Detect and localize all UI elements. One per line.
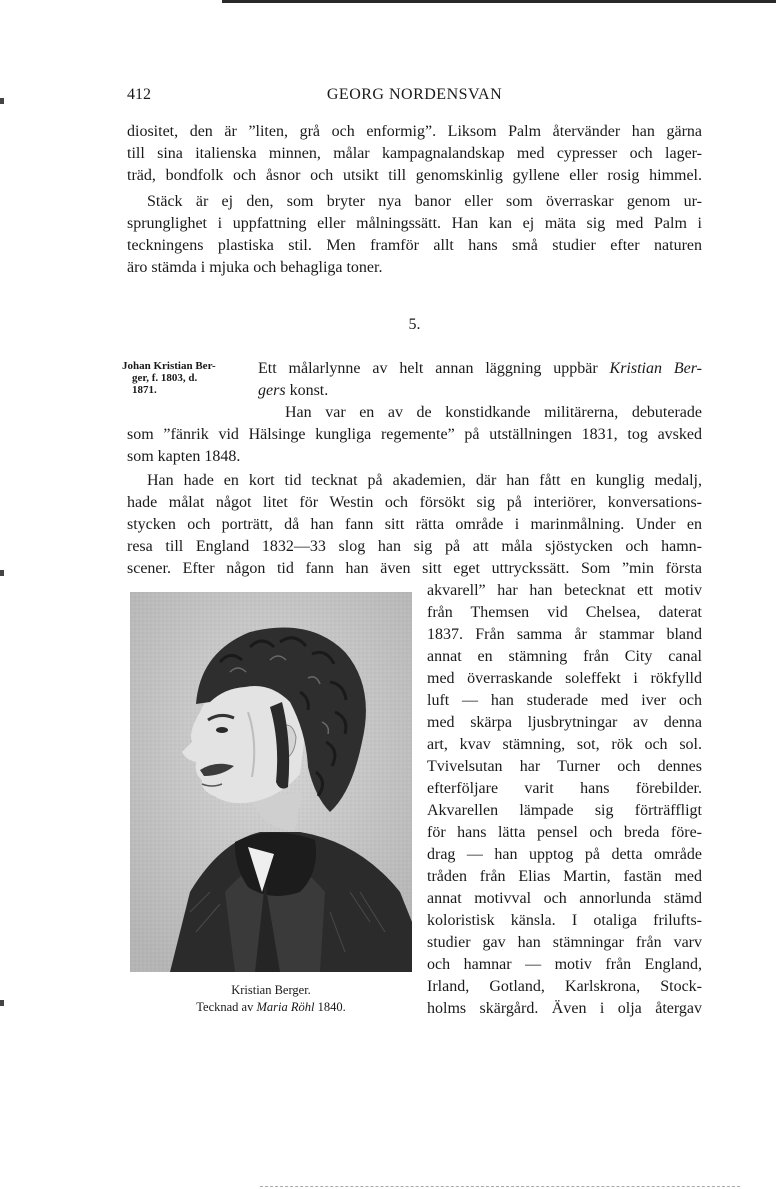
side-note (122, 360, 252, 396)
text-line (258, 380, 702, 402)
text-line: annat en stämning från City canal (427, 648, 702, 665)
page-edge-mark (0, 98, 4, 104)
paragraph-1 (127, 121, 702, 187)
artist-name: Kristian Ber- (609, 360, 702, 377)
side-note-line: ger, f. 1803, d. (132, 372, 198, 384)
text-line: Akvarellen lämpade sig förträffligt (427, 802, 702, 819)
text-line: sprunglighet i uppfattning eller målningssätt. Han kan ej mäta sig med Palm i (127, 215, 702, 232)
text-line: resa till England 1832—33 slog han sig på att måla sjöstycken och hamn- (127, 538, 702, 555)
text-line: teckningens plastiska stil. Men framför allt hans små studier efter naturen (127, 237, 702, 254)
page-number: 412 (127, 86, 151, 103)
column-text (427, 580, 702, 1020)
text-line: tråden från Elias Martin, fastän med (427, 868, 702, 885)
text-line: från Themsen vid Chelsea, daterat (427, 604, 702, 621)
text-line: akvarell” har han betecknat ett motiv (427, 582, 702, 599)
text-line: och hamnar — motiv från England, (427, 956, 702, 973)
page-edge-mark (0, 1000, 4, 1006)
text-line: luft — han studerade med iver och (427, 692, 702, 709)
text-line: med skärpa ljusbrytningar av denna (427, 714, 702, 731)
text-line: koloristisk känsla. I otaliga frilufts- (427, 912, 702, 929)
page-edge-mark (0, 570, 4, 576)
text-line: 1837. Från samma år stammar bland (427, 626, 702, 643)
text-line: äro stämda i mjuka och behagliga toner. (127, 259, 383, 276)
portrait-drawing (130, 592, 412, 972)
text-line: med överraskande soleffekt i rökfylld (427, 670, 702, 687)
text-line: Han var en av de konstidkande militärerna, debuterade (285, 404, 702, 421)
text-line: art, kvav stämning, sot, rök och sol. (427, 736, 702, 753)
side-note-line: Johan Kristian Ber- (122, 360, 216, 372)
text-line: scener. Efter någon tid fann han även sitt eget uttryckssätt. Som ”min första (127, 560, 702, 577)
caption-credit (130, 999, 412, 1016)
text-line: holms skärgård. Även i olja återgav (427, 1000, 702, 1017)
text-line: efterföljare varit hans förebilder. (427, 780, 702, 797)
text-run: Tecknad av (196, 1000, 257, 1014)
text-line: Han hade en kort tid tecknat på akademien, där han fått en kunglig medalj, (147, 472, 702, 489)
text-line: drag — han upptog på detta område (427, 846, 702, 863)
page-header (127, 86, 702, 108)
page-edge-bottom (260, 1186, 740, 1188)
text-line: annat motivval och annorlunda stämd (427, 890, 702, 907)
text-run: konst. (285, 382, 329, 399)
text-line: studier gav han stämningar från varv (427, 934, 702, 951)
text-line: för hans lätta pensel och breda före- (427, 824, 702, 841)
text-line: som ”fänrik vid Hälsinge kungliga regemente” på utställningen 1831, tog avsked (127, 426, 702, 443)
portrait-image (130, 592, 412, 972)
paragraph-2 (127, 191, 702, 279)
text-run: Ett målarlynne av helt annan läggning uppbär (258, 360, 610, 377)
portrait-caption (130, 982, 412, 1016)
side-note-line: 1871. (132, 384, 157, 396)
text-line: Tvivelsutan har Turner och dennes (427, 758, 702, 775)
artist-name: Maria Röhl (256, 1000, 315, 1014)
text-run: 1840. (314, 1000, 346, 1014)
section-number: 5. (408, 316, 421, 333)
text-line: som kapten 1848. (127, 448, 241, 465)
paragraph-3 (127, 402, 702, 468)
text-line: hade målat något litet för Westin och försökt sig på interiörer, konversations- (127, 494, 702, 511)
text-line: diositet, den är ”liten, grå och enformig”. Liksom Palm återvänder han gärna (127, 123, 702, 140)
caption-title: Kristian Berger. (231, 983, 311, 997)
text-line: Stäck är ej den, som bryter nya banor eller som överraskar genom ur- (147, 193, 702, 210)
artist-name: gers (258, 382, 286, 399)
paragraph-4 (127, 470, 702, 580)
text-line: träd, bondfolk och åsnor och utsikt till genomskinlig gyllene eller rosig himmel. (127, 167, 702, 184)
text-line: Irland, Gotland, Karlskrona, Stock- (427, 978, 702, 995)
page-edge-top (222, 0, 776, 3)
text-line (258, 358, 702, 380)
paragraph-3-opening (258, 358, 702, 402)
running-title: GEORG NORDENSVAN (326, 86, 503, 103)
text-line: till sina italienska minnen, målar kampagnalandskap med cypresser och lager- (127, 145, 702, 162)
text-line: stycken och porträtt, då han fann sitt rätta område i marinmålning. Under en (127, 516, 702, 533)
